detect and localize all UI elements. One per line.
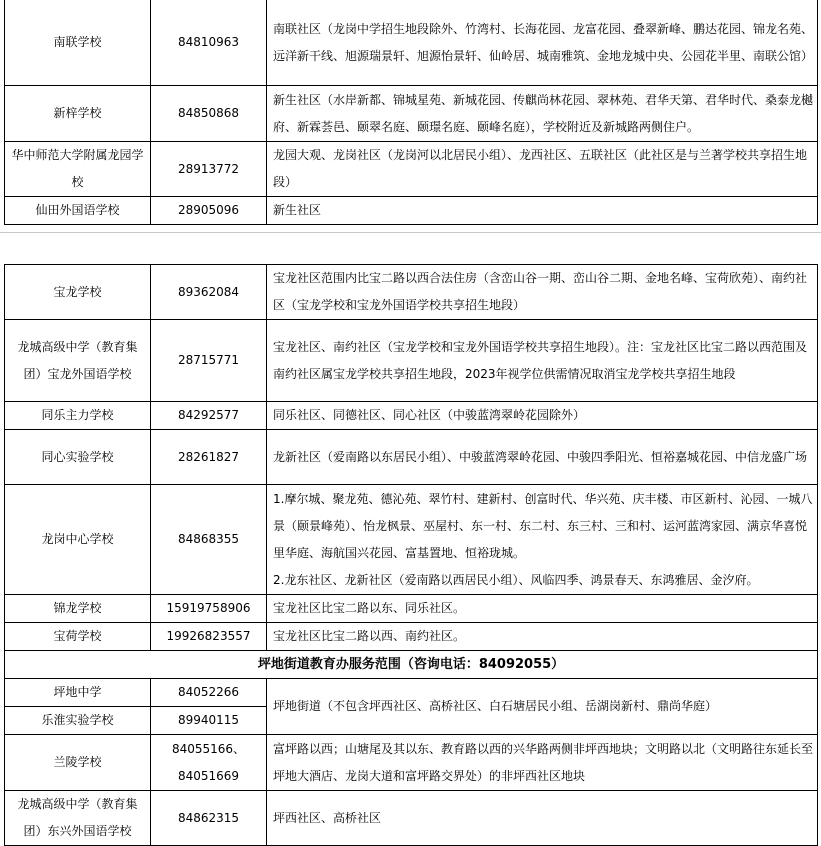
table-row [5, 86, 818, 142]
phone-cell: 89940115 [151, 707, 267, 735]
phone-cell: 84868355 [151, 485, 267, 595]
table-row [5, 595, 818, 623]
enrollment-area-cell: 南联社区（龙岗中学招生地段除外、竹湾村、长海花园、龙富花园、叠翠新峰、鹏达花园、锦龙名苑、远洋新干线、旭源瑞景轩、旭源怡景轩、仙岭居、城南雅筑、金地龙城中央、公园花半里、南联公馆） [267, 0, 818, 86]
school-name-cell: 龙城高级中学（教育集团）东兴外国语学校 [5, 791, 151, 846]
school-zone-table-bottom [4, 264, 818, 846]
phone-cell: 84052266 [151, 679, 267, 707]
table-row [5, 735, 818, 791]
table-row [5, 142, 818, 197]
school-name-cell: 龙城高级中学（教育集团）宝龙外国语学校 [5, 320, 151, 402]
page-gap-divider [0, 232, 821, 233]
table-row [5, 197, 818, 225]
enrollment-area-cell: 新生社区（水岸新都、锦城星苑、新城花园、传麒尚林花园、翠林苑、君华天第、君华时代、桑泰龙樾府、新霖荟邑、颐翠名庭、颐璟名庭、颐峰名庭），学校附近及新城路两侧住户。 [267, 86, 818, 142]
table-row [5, 485, 818, 595]
table-row [5, 402, 818, 430]
table-row [5, 320, 818, 402]
school-name-cell: 乐淮实验学校 [5, 707, 151, 735]
school-name-cell: 宝荷学校 [5, 623, 151, 651]
phone-line: 84055166、 [171, 741, 246, 756]
phone-cell: 28261827 [151, 430, 267, 485]
area-line: 2.龙东社区、龙新社区（爱南路以西居民小组）、风临四季、鸿景春天、东鸿雅居、金汐府。 [273, 572, 759, 587]
enrollment-area-cell [267, 485, 818, 595]
phone-line: 84051669 [177, 768, 240, 783]
table-row [5, 0, 818, 86]
phone-cell: 28905096 [151, 197, 267, 225]
school-name-cell: 同乐主力学校 [5, 402, 151, 430]
section-title: 坪地街道教育办服务范围（咨询电话：84092055） [5, 651, 818, 679]
phone-cell: 15919758906 [151, 595, 267, 623]
school-name-cell: 华中师范大学附属龙园学校 [5, 142, 151, 197]
school-name-cell: 新梓学校 [5, 86, 151, 142]
phone-cell: 28913772 [151, 142, 267, 197]
school-name-cell: 仙田外国语学校 [5, 197, 151, 225]
school-name-cell: 龙岗中心学校 [5, 485, 151, 595]
enrollment-area-cell: 坪地街道（不包含坪西社区、高桥社区、白石塘居民小组、岳湖岗新村、鼎尚华庭） [267, 679, 818, 735]
school-name-cell: 兰陵学校 [5, 735, 151, 791]
enrollment-area-cell: 新生社区 [267, 197, 818, 225]
enrollment-area-cell: 宝龙社区比宝二路以西、南约社区。 [267, 623, 818, 651]
phone-cell: 84292577 [151, 402, 267, 430]
phone-cell: 84810963 [151, 0, 267, 86]
school-name-cell: 锦龙学校 [5, 595, 151, 623]
enrollment-area-cell: 坪西社区、高桥社区 [267, 791, 818, 846]
enrollment-area-cell: 宝龙社区、南约社区（宝龙学校和宝龙外国语学校共享招生地段）。注：宝龙社区比宝二路以西范围及南约社区属宝龙学校共享招生地段，2023年视学位供需情况取消宝龙学校共享招生地段 [267, 320, 818, 402]
phone-cell: 84850868 [151, 86, 267, 142]
section-header-row [5, 651, 818, 679]
enrollment-area-cell: 龙园大观、龙岗社区（龙岗河以北居民小组）、龙西社区、五联社区（此社区是与兰著学校共享招生地段） [267, 142, 818, 197]
table-row [5, 430, 818, 485]
school-name-cell: 南联学校 [5, 0, 151, 86]
phone-cell: 84862315 [151, 791, 267, 846]
phone-cell [151, 735, 267, 791]
table-row [5, 791, 818, 846]
enrollment-area-cell: 宝龙社区范围内比宝二路以西合法住房（含峦山谷一期、峦山谷二期、金地名峰、宝荷欣苑）、南约社区（宝龙学校和宝龙外国语学校共享招生地段） [267, 265, 818, 320]
table-row [5, 265, 818, 320]
table-row [5, 679, 818, 707]
enrollment-area-cell: 宝龙社区比宝二路以东、同乐社区。 [267, 595, 818, 623]
phone-cell: 89362084 [151, 265, 267, 320]
school-name-cell: 宝龙学校 [5, 265, 151, 320]
enrollment-area-cell: 龙新社区（爱南路以东居民小组）、中骏蓝湾翠岭花园、中骏四季阳光、恒裕嘉城花园、中信龙盛广场 [267, 430, 818, 485]
table-row [5, 623, 818, 651]
enrollment-area-cell: 同乐社区、同德社区、同心社区（中骏蓝湾翠岭花园除外） [267, 402, 818, 430]
school-name-cell: 坪地中学 [5, 679, 151, 707]
area-line: 1.摩尔城、聚龙苑、德沁苑、翠竹村、建新村、创富时代、华兴苑、庆丰楼、市区新村、沁园、一城八景（颐景峰苑）、怡龙枫景、巫屋村、东一村、东二村、东三村、三和村、运河蓝湾家园、满京华喜悦里华庭、海航国兴花园、富基置地、恒裕珑城。 [273, 491, 813, 560]
school-zone-table-top [4, 0, 818, 225]
enrollment-area-cell: 富坪路以西；山塘尾及其以东、教育路以西的兴华路两侧非坪西地块；文明路以北（文明路往东延长至坪地大酒店、龙岗大道和富坪路交界处）的非坪西社区地块 [267, 735, 818, 791]
phone-cell: 19926823557 [151, 623, 267, 651]
school-name-cell: 同心实验学校 [5, 430, 151, 485]
phone-cell: 28715771 [151, 320, 267, 402]
